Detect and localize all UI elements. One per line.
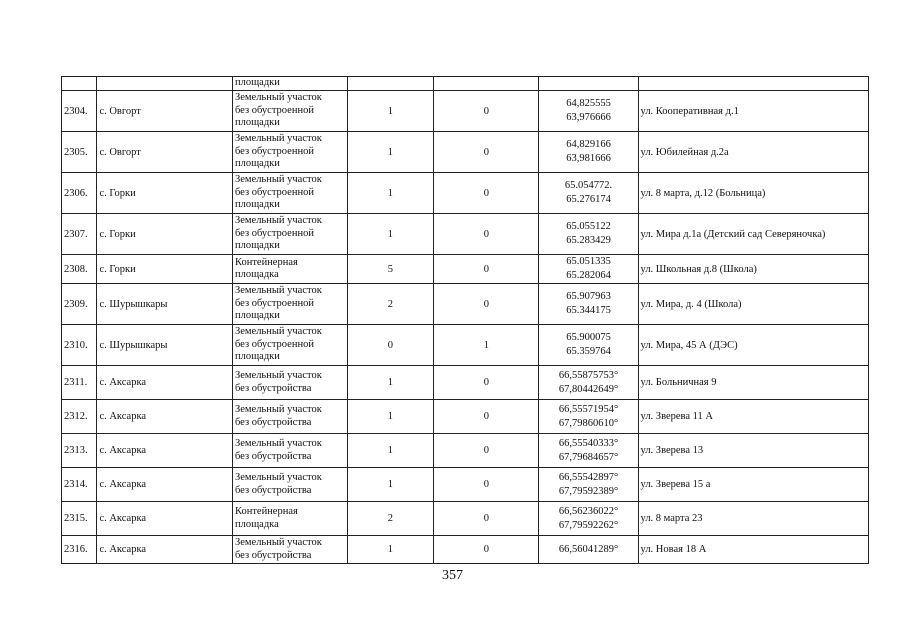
- quantity-2: 0: [483, 445, 489, 456]
- quantity-1-cell: [347, 468, 434, 502]
- coordinates-cell: [539, 536, 638, 564]
- type-cell: [232, 77, 347, 91]
- quantity-2-cell: [434, 284, 539, 325]
- row-number-cell: [62, 536, 97, 564]
- settlement-name: с. Аксарка: [99, 513, 147, 524]
- coordinate-value: 66,56236022°: [558, 505, 619, 517]
- address-cell: [638, 255, 868, 284]
- coordinate-line: [541, 437, 635, 451]
- coordinate-value: 65.907963: [566, 291, 611, 302]
- row-number: 2312.: [64, 411, 88, 422]
- quantity-1-cell: [347, 132, 434, 173]
- site-type-cell: [232, 434, 347, 468]
- settlement-cell: [97, 132, 233, 173]
- row-number: 2309.: [64, 298, 88, 310]
- coordinates-cell: [539, 91, 638, 132]
- row-number-cell: [62, 400, 97, 434]
- coordinate-line: [541, 138, 635, 152]
- site-type-line: площадка: [234, 518, 279, 530]
- coordinate-value: 65.900075: [566, 332, 611, 343]
- address: ул. Зверева 13: [640, 445, 704, 456]
- quantity-2-cell: [434, 255, 539, 284]
- quantity-2-cell: [434, 132, 539, 173]
- coordinate-value: 64,825555: [566, 98, 611, 109]
- table-body: [62, 77, 869, 564]
- site-type-cell: [232, 400, 347, 434]
- coordinate-value: 66,56041289°: [558, 543, 619, 555]
- quantity-2-cell: [434, 434, 539, 468]
- coordinate-line: [541, 152, 635, 166]
- address-cell: [638, 91, 868, 132]
- site-type-line: Земельный участок: [234, 370, 322, 381]
- address-cell: [638, 434, 868, 468]
- coordinates-cell: [539, 400, 638, 434]
- row-number: 2307.: [64, 228, 88, 240]
- site-type-line: площадки: [234, 158, 280, 170]
- site-type-cell: [232, 468, 347, 502]
- settlement-cell: [97, 284, 233, 325]
- coordinates-cell: [539, 366, 638, 400]
- site-type-line: Земельный участок: [234, 133, 322, 145]
- coordinate-value: 65.282064: [566, 270, 611, 281]
- settlement-name: с. Горки: [99, 263, 136, 275]
- coordinate-line: [541, 193, 635, 207]
- coordinate-line: [541, 417, 635, 431]
- coordinate-value: 63,976666: [566, 112, 611, 123]
- quantity-2-cell: [434, 502, 539, 536]
- settlement-cell: [97, 366, 233, 400]
- coordinate-value: 65.276174: [566, 194, 611, 205]
- coordinate-value: 67,80442649°: [558, 383, 619, 395]
- address-cell: [638, 468, 868, 502]
- site-type-line: площадка: [234, 269, 279, 280]
- quantity-1-cell: [347, 502, 434, 536]
- type-line: площадки: [234, 77, 280, 89]
- site-type-line: без обустройства: [234, 484, 312, 496]
- coordinate-value: 67,79592389°: [558, 485, 619, 497]
- quantity-1: 1: [387, 445, 394, 456]
- coordinate-value: 67,79684657°: [558, 451, 619, 463]
- address: ул. Зверева 15 а: [640, 479, 711, 490]
- address: ул. Мира д.1а (Детский сад Северяночка): [640, 228, 826, 240]
- coordinate-line: [541, 403, 635, 417]
- table-row: [62, 400, 869, 434]
- quantity-2: 0: [483, 187, 489, 199]
- quantity-2: 0: [483, 411, 489, 422]
- settlement-cell: [97, 77, 233, 91]
- coordinate-line: [541, 220, 635, 234]
- settlement-cell: [97, 400, 233, 434]
- site-type-cell: [232, 173, 347, 214]
- table-row: [62, 468, 869, 502]
- settlement-cell: [97, 173, 233, 214]
- page-number: 357: [442, 568, 463, 583]
- site-type-line: без обустроенной: [234, 186, 314, 198]
- quantity-1: 1: [387, 228, 394, 240]
- row-number-cell: [62, 284, 97, 325]
- row-number: 2305.: [64, 146, 88, 158]
- coordinates-cell: [539, 214, 638, 255]
- address-cell: [638, 173, 868, 214]
- row-number: 2304.: [64, 105, 88, 117]
- quantity-2: 0: [483, 105, 489, 117]
- row-number-cell: [62, 132, 97, 173]
- settlement-name: с. Аксарка: [99, 445, 147, 456]
- coordinate-value: 65.359764: [566, 346, 611, 357]
- site-type-line: без обустройства: [234, 549, 312, 561]
- address-cell: [638, 132, 868, 173]
- address: ул. Новая 18 А: [640, 544, 707, 555]
- settlement-cell: [97, 502, 233, 536]
- address: ул. Юбилейная д.2а: [640, 146, 729, 158]
- row-number-cell: [62, 366, 97, 400]
- quantity-2-cell: [434, 366, 539, 400]
- site-type-line: Земельный участок: [234, 438, 322, 449]
- address: ул. Мира, 45 А (ДЭС): [640, 339, 738, 351]
- row-number-cell: [62, 468, 97, 502]
- coord-cell: [539, 77, 638, 91]
- quantity-1: 2: [387, 513, 394, 524]
- site-type-line: Земельный участок: [234, 92, 322, 104]
- coordinate-value: 67,79860610°: [558, 417, 619, 429]
- coordinate-line: [541, 234, 635, 248]
- site-type-line: без обустройства: [234, 450, 312, 462]
- coordinate-line: [541, 451, 635, 465]
- row-number-cell: [62, 214, 97, 255]
- coordinates-cell: [539, 132, 638, 173]
- site-type-line: без обустройства: [234, 416, 312, 428]
- address: ул. Кооперативная д.1: [640, 105, 739, 117]
- site-type-line: без обустроенной: [234, 104, 314, 116]
- quantity-1: 1: [387, 187, 394, 199]
- site-type-cell: [232, 502, 347, 536]
- row-number: 2308.: [64, 263, 88, 275]
- quantity-2-cell: [434, 536, 539, 564]
- row-number-cell: [62, 434, 97, 468]
- quantity-1: 1: [387, 411, 394, 422]
- quantity-2: 0: [483, 377, 489, 388]
- waste-sites-table: [61, 76, 869, 564]
- num-cell: [62, 77, 97, 91]
- quantity-2-cell: [434, 91, 539, 132]
- site-type-cell: [232, 255, 347, 284]
- coordinate-line: [541, 255, 635, 269]
- coordinate-line: [541, 485, 635, 499]
- table-row: [62, 434, 869, 468]
- settlement-name: с. Аксарка: [99, 544, 147, 555]
- coordinate-line: [541, 505, 635, 519]
- continuation-row: [62, 77, 869, 91]
- table-row: [62, 173, 869, 214]
- table-row: [62, 325, 869, 366]
- address: ул. Зверева 11 А: [640, 411, 713, 422]
- coordinate-line: [541, 290, 635, 304]
- settlement-name: с. Горки: [99, 228, 136, 240]
- settlement-name: с. Овгорт: [99, 105, 141, 117]
- coordinates-cell: [539, 502, 638, 536]
- coordinates-cell: [539, 468, 638, 502]
- address: ул. 8 марта 23: [640, 513, 703, 524]
- quantity-2: 0: [483, 298, 489, 310]
- row-number-cell: [62, 502, 97, 536]
- coordinate-value: 64,829166: [566, 139, 611, 150]
- address: ул. Школьная д.8 (Школа): [640, 263, 757, 275]
- coordinate-value: 65.344175: [566, 305, 611, 316]
- table-row: [62, 284, 869, 325]
- q1-cell: [347, 77, 434, 91]
- quantity-2: 0: [483, 228, 489, 240]
- address-cell: [638, 400, 868, 434]
- quantity-1: 1: [387, 146, 394, 158]
- quantity-1: 1: [387, 105, 394, 117]
- site-type-cell: [232, 214, 347, 255]
- coordinate-value: 65.283429: [566, 235, 611, 246]
- address-cell: [638, 325, 868, 366]
- quantity-1-cell: [347, 173, 434, 214]
- coordinate-line: [541, 269, 635, 283]
- quantity-2: 0: [483, 146, 489, 158]
- quantity-1-cell: [347, 214, 434, 255]
- site-type-line: площадки: [234, 117, 280, 129]
- table-row: [62, 255, 869, 284]
- site-type-line: Земельный участок: [234, 472, 322, 483]
- quantity-2: 0: [483, 263, 489, 275]
- table-row: [62, 214, 869, 255]
- address-cell: [638, 284, 868, 325]
- row-number: 2310.: [64, 339, 88, 351]
- row-number: 2316.: [64, 544, 88, 555]
- site-type-cell: [232, 536, 347, 564]
- quantity-1-cell: [347, 325, 434, 366]
- coordinate-line: [541, 369, 635, 383]
- address: ул. Мира, д. 4 (Школа): [640, 298, 742, 310]
- site-type-line: Контейнерная: [234, 506, 298, 517]
- quantity-2: 0: [483, 544, 489, 555]
- site-type-line: Контейнерная: [234, 256, 298, 268]
- quantity-1: 1: [387, 377, 394, 388]
- settlement-cell: [97, 536, 233, 564]
- site-type-line: без обустройства: [234, 382, 312, 394]
- q2-cell: [434, 77, 539, 91]
- coordinate-value: 65.055122: [566, 221, 611, 232]
- settlement-cell: [97, 255, 233, 284]
- settlement-cell: [97, 468, 233, 502]
- coordinate-line: [541, 543, 635, 557]
- table-row: [62, 132, 869, 173]
- coordinate-line: [541, 383, 635, 397]
- quantity-2-cell: [434, 468, 539, 502]
- row-number-cell: [62, 255, 97, 284]
- coordinate-line: [541, 304, 635, 318]
- settlement-name: с. Овгорт: [99, 146, 141, 158]
- site-type-cell: [232, 132, 347, 173]
- quantity-1-cell: [347, 434, 434, 468]
- quantity-2-cell: [434, 214, 539, 255]
- row-number: 2313.: [64, 445, 88, 456]
- coordinate-line: [541, 97, 635, 111]
- site-type-cell: [232, 91, 347, 132]
- quantity-1: 1: [387, 479, 394, 490]
- settlement-name: с. Шурышкары: [99, 339, 168, 351]
- coordinate-value: 66,55542897°: [558, 471, 619, 483]
- site-type-line: площадки: [234, 310, 280, 322]
- table-row: [62, 366, 869, 400]
- site-type-cell: [232, 284, 347, 325]
- coordinates-cell: [539, 284, 638, 325]
- site-type-line: площадки: [234, 199, 280, 211]
- settlement-cell: [97, 91, 233, 132]
- address-cell: [638, 502, 868, 536]
- coordinates-cell: [539, 325, 638, 366]
- address: ул. 8 марта, д.12 (Больница): [640, 187, 766, 199]
- coordinate-line: [541, 345, 635, 359]
- site-type-line: Земельный участок: [234, 215, 322, 227]
- settlement-cell: [97, 325, 233, 366]
- site-type-line: без обустроенной: [234, 227, 314, 239]
- row-number-cell: [62, 325, 97, 366]
- site-type-line: без обустроенной: [234, 145, 314, 157]
- quantity-1: 1: [387, 544, 394, 555]
- quantity-1: 5: [387, 263, 394, 275]
- coordinate-value: 63,981666: [566, 153, 611, 164]
- quantity-1-cell: [347, 366, 434, 400]
- settlement-name: с. Аксарка: [99, 479, 147, 490]
- quantity-2: 0: [483, 479, 489, 490]
- coordinate-value: 66,55540333°: [558, 437, 619, 449]
- row-number: 2315.: [64, 513, 88, 524]
- site-type-cell: [232, 325, 347, 366]
- row-number-cell: [62, 173, 97, 214]
- quantity-2-cell: [434, 325, 539, 366]
- site-type-line: Земельный участок: [234, 404, 322, 415]
- settlement-name: с. Аксарка: [99, 411, 147, 422]
- site-type-line: Земельный участок: [234, 537, 322, 548]
- settlement-cell: [97, 434, 233, 468]
- row-number: 2314.: [64, 479, 88, 490]
- address-cell: [638, 77, 868, 91]
- address-cell: [638, 214, 868, 255]
- coordinates-cell: [539, 255, 638, 284]
- coordinate-line: [541, 111, 635, 125]
- row-number: 2311.: [64, 377, 88, 388]
- coordinates-cell: [539, 434, 638, 468]
- coordinate-value: 66,55875753°: [558, 369, 619, 381]
- site-type-line: Земельный участок: [234, 326, 322, 338]
- coordinate-line: [541, 471, 635, 485]
- table-row: [62, 502, 869, 536]
- address: ул. Больничная 9: [640, 377, 717, 388]
- quantity-1-cell: [347, 284, 434, 325]
- quantity-2-cell: [434, 400, 539, 434]
- quantity-1: 0: [387, 339, 394, 351]
- site-type-cell: [232, 366, 347, 400]
- quantity-1-cell: [347, 255, 434, 284]
- table-row: [62, 91, 869, 132]
- settlement-name: с. Горки: [99, 187, 136, 199]
- coordinate-value: 65.051335: [566, 256, 611, 267]
- settlement-name: с. Шурышкары: [99, 298, 168, 310]
- quantity-1-cell: [347, 91, 434, 132]
- site-type-line: Земельный участок: [234, 285, 322, 297]
- quantity-1-cell: [347, 536, 434, 564]
- settlement-name: с. Аксарка: [99, 377, 147, 388]
- quantity-2: 1: [483, 339, 489, 351]
- address-cell: [638, 536, 868, 564]
- quantity-1-cell: [347, 400, 434, 434]
- quantity-2: 0: [483, 513, 489, 524]
- site-type-line: площадки: [234, 240, 280, 252]
- site-type-line: без обустроенной: [234, 338, 314, 350]
- table-row: [62, 536, 869, 564]
- coordinate-value: 65.054772.: [564, 180, 613, 191]
- coordinate-line: [541, 179, 635, 193]
- site-type-line: без обустроенной: [234, 297, 314, 309]
- coordinate-value: 66,55571954°: [558, 403, 619, 415]
- coordinates-cell: [539, 173, 638, 214]
- coordinate-line: [541, 519, 635, 533]
- coordinate-line: [541, 331, 635, 345]
- row-number-cell: [62, 91, 97, 132]
- quantity-2-cell: [434, 173, 539, 214]
- quantity-1: 2: [387, 298, 394, 310]
- site-type-line: площадки: [234, 351, 280, 363]
- settlement-cell: [97, 214, 233, 255]
- site-type-line: Земельный участок: [234, 174, 322, 186]
- coordinate-value: 67,79592262°: [558, 519, 619, 531]
- address-cell: [638, 366, 868, 400]
- row-number: 2306.: [64, 187, 88, 199]
